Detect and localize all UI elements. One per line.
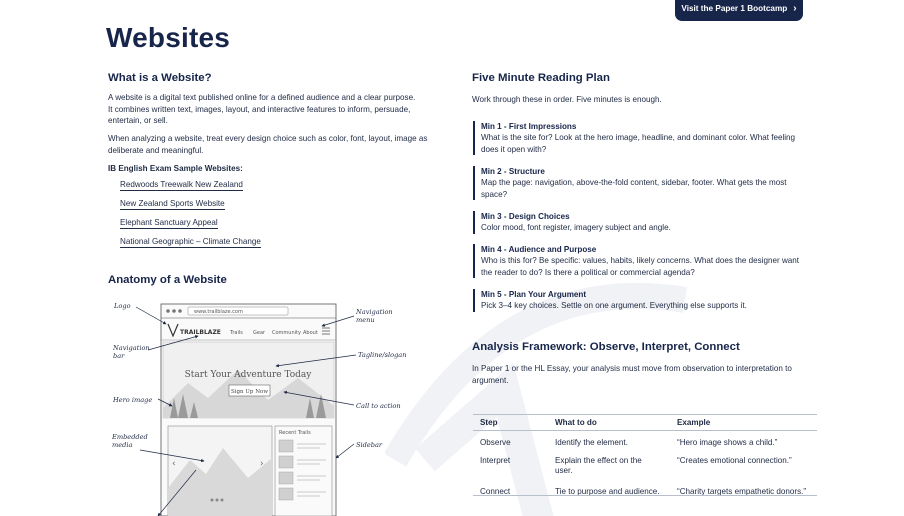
- label-sidebar: Sidebar: [356, 441, 383, 449]
- mock-signup: Sign Up Now: [230, 389, 269, 395]
- label-cta: Call to action: [356, 402, 401, 410]
- what-paragraph-1: A website is a digital text published online for a defined audience and a clear purpose. It combines written text, images, layout, and interactive features to inform, persuade, entertain, or sell.: [108, 93, 416, 125]
- table-bottom-rule: [473, 495, 817, 496]
- label-nav-bar-1: Navigation: [113, 344, 150, 352]
- mock-nav-about: About: [303, 330, 318, 336]
- bootcamp-button[interactable]: [675, 0, 803, 21]
- window-dot-icon: [172, 309, 176, 313]
- label-embedded-1: Embedded: [112, 433, 148, 441]
- col-example: Example: [670, 415, 817, 431]
- plan-step-3: Min 3 - Design Choices Color mood, font register, imagery subject and angle.: [473, 211, 813, 234]
- mock-nav-trails: Trails: [230, 330, 243, 336]
- table-row: Connect Tie to purpose and audience. “Charity targets empathetic donors.”: [480, 486, 807, 496]
- plan-step-title: Min 4 - Audience and Purpose: [481, 245, 597, 254]
- section-heading-plan: Five Minute Reading Plan: [472, 72, 610, 84]
- samples-label: IB English Exam Sample Websites:: [108, 164, 243, 173]
- carousel-prev-icon: ‹: [172, 459, 176, 469]
- bootcamp-button-label: Visit the Paper 1 Bootcamp: [681, 4, 788, 13]
- table-header-row: [473, 415, 817, 431]
- section-heading-what: What is a Website?: [108, 72, 212, 84]
- plan-step-5: Min 5 - Plan Your Argument Pick 3–4 key choices. Settle on one argument. Everything else supports it.: [473, 289, 813, 312]
- plan-step-title: Min 1 - First Impressions: [481, 122, 577, 131]
- framework-table: [473, 414, 817, 500]
- sample-link-nz-sports[interactable]: New Zealand Sports Website: [120, 199, 225, 208]
- mock-url: www.trailblaze.com: [194, 309, 243, 315]
- sample-link-natgeo[interactable]: National Geographic – Climate Change: [120, 237, 261, 246]
- label-nav-menu-1: Navigation: [356, 308, 393, 316]
- carousel-dots-icon: [211, 499, 224, 502]
- page-title: Websites: [106, 22, 231, 53]
- plan-step-4: Min 4 - Audience and Purpose Who is this for? Be specific: values, habits, likely concerns. What does the designer want the reader to do? Is there a political or commercial agenda?: [473, 244, 813, 278]
- mock-nav-gear: Gear: [253, 330, 266, 336]
- plan-step-title: Min 3 - Design Choices: [481, 212, 570, 221]
- col-what-to-do: What to do: [548, 415, 670, 431]
- plan-step-1: Min 1 - First Impressions What is the site for? Look at the hero image, headline, and dominant color. What feeling does it open with?: [473, 121, 813, 155]
- website-anatomy-diagram: [108, 298, 438, 516]
- section-heading-anatomy: Anatomy of a Website: [108, 274, 227, 286]
- chevron-right-icon: ›: [793, 3, 797, 14]
- label-hero: Hero image: [113, 396, 153, 404]
- window-dot-icon: [166, 309, 170, 313]
- label-embedded-2: media: [112, 441, 133, 449]
- label-nav-bar-2: bar: [113, 352, 125, 360]
- mock-sidebar-title: Recent Trails: [279, 430, 311, 436]
- section-heading-framework: Analysis Framework: Observe, Interpret, Connect: [472, 341, 740, 353]
- label-logo: Logo: [114, 302, 131, 310]
- plan-step-2: Min 2 - Structure Map the page: navigation, above-the-fold content, sidebar, footer. What gets the most space?: [473, 166, 813, 200]
- plan-step-title: Min 5 - Plan Your Argument: [481, 290, 587, 299]
- mock-brand: TRAILBLAZE: [180, 329, 221, 336]
- sample-link-redwoods[interactable]: Redwoods Treewalk New Zealand: [120, 180, 243, 189]
- carousel-next-icon: ›: [260, 459, 264, 469]
- col-step: Step: [473, 415, 548, 431]
- mock-tagline: Start Your Adventure Today: [184, 370, 312, 380]
- label-nav-menu-2: menu: [356, 316, 375, 324]
- sample-link-elephant[interactable]: Elephant Sanctuary Appeal: [120, 218, 218, 227]
- plan-step-title: Min 2 - Structure: [481, 167, 545, 176]
- mock-nav-community: Community: [272, 330, 301, 336]
- plan-intro: Work through these in order. Five minutes is enough.: [472, 95, 662, 104]
- framework-intro: In Paper 1 or the HL Essay, your analysis must move from observation to interpretation to argument.: [472, 364, 792, 385]
- window-dot-icon: [178, 309, 182, 313]
- table-row: Interpret Explain the effect on the user. “Creates emotional connection.”: [480, 455, 792, 475]
- label-tagline: Tagline/slogan: [358, 351, 407, 359]
- table-row: Observe Identify the element. “Hero image shows a child.”: [480, 438, 778, 447]
- what-paragraph-2: When analyzing a website, treat every design choice such as color, font, layout, image as deliberate and meaningful.: [108, 134, 428, 155]
